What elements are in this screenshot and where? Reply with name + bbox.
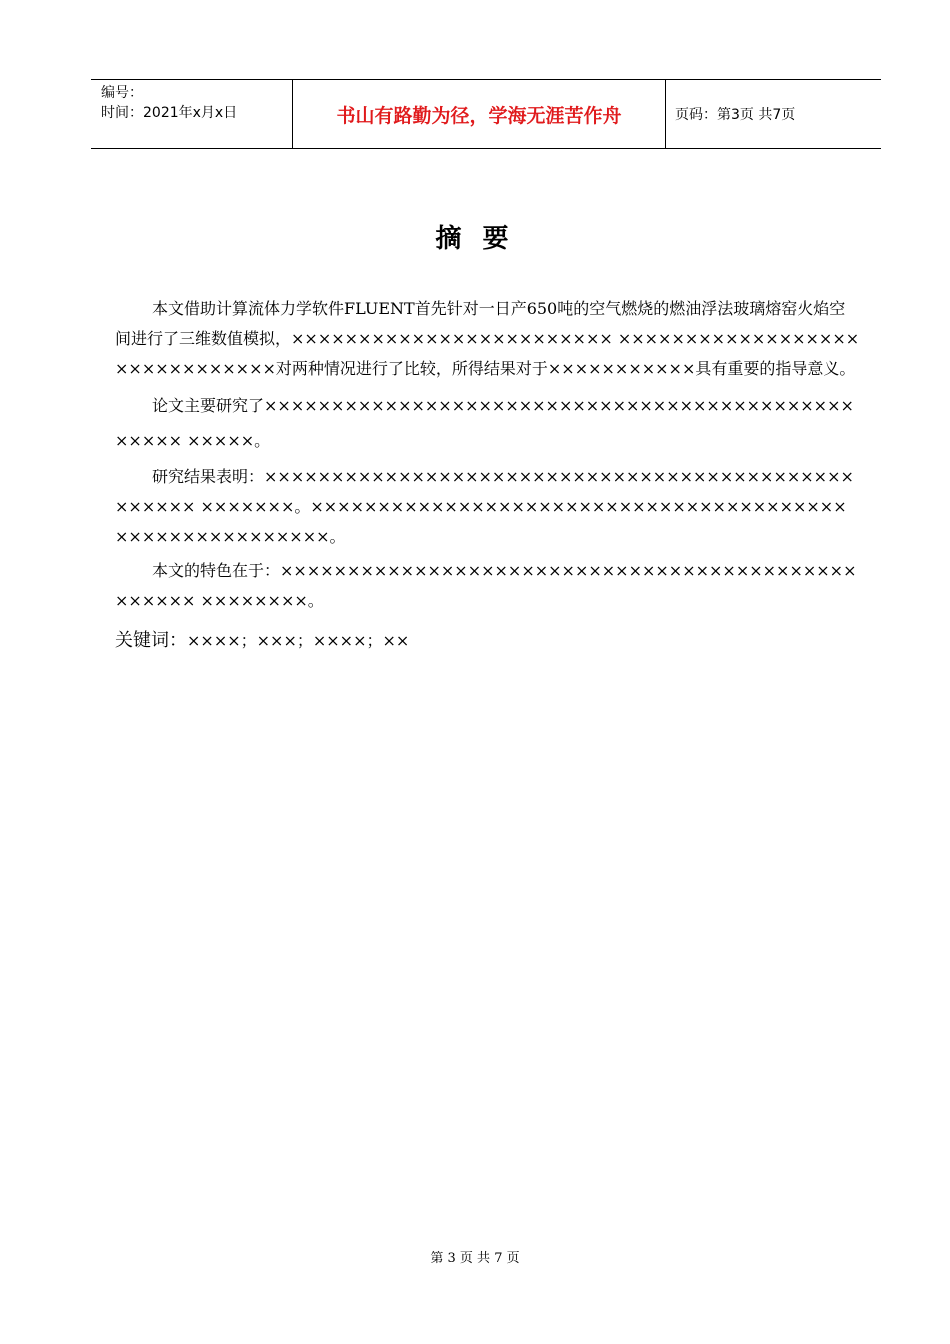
features-paragraph: 本文的特色在于：××××××××××××××××××××××××××××××××××××××××××××××××× ××××××××。 — [115, 561, 857, 610]
abstract-title: 摘 要 — [435, 224, 515, 254]
header-motto: 书山有路勤为径，学海无涯苦作舟 — [336, 104, 622, 127]
research-paragraph — [115, 388, 860, 458]
keywords-line — [115, 626, 409, 652]
abstract-body — [115, 294, 860, 620]
keywords-label: 关键词： — [115, 630, 187, 651]
header-table — [91, 79, 881, 149]
research-lead: 论文主要研究了 — [152, 396, 265, 415]
footer-page-number: 第 3 页 共 7 页 — [430, 1251, 520, 1266]
header-divider — [665, 80, 666, 148]
research-text: ××××××××××××××××××××××××××××××××××××××××××××××××× ×××××。 — [115, 396, 854, 450]
header-page-number: 页码：第3页 共7页 — [675, 107, 796, 123]
keywords-text: ××××；×××；××××；×× — [187, 631, 410, 650]
results-paragraph: 研究结果表明：×××××××××××××××××××××××××××××××××××××××××××××××××× ×××××××。××××××××××××××××××××××××××××××××××××××××××××××××××××××××。 — [115, 467, 854, 546]
abstract-paragraph: 本文借助计算流体力学软件FLUENT首先针对一日产650吨的空气燃烧的燃油浮法玻璃熔窑火焰空间进行了三维数值模拟，×××××××××××××××××××××××× ××××××××××××××××××××××××××××××对两种情况进行了比较，所得结果对于×××××××××××具有重要的指导意义。 — [115, 299, 860, 378]
page-footer — [0, 1247, 950, 1266]
doc-date-label: 时间：2021年x月x日 — [101, 105, 238, 121]
doc-number-label: 编号： — [101, 85, 143, 101]
header-left-cell — [101, 83, 237, 123]
